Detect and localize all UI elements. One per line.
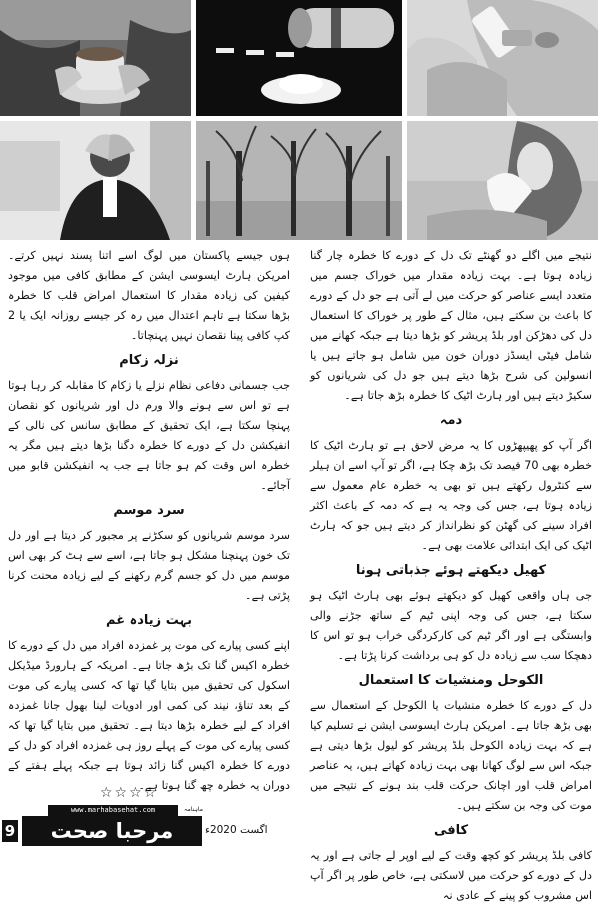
website-url: www.marhabasehat.com xyxy=(48,805,178,816)
winter-trees-photo xyxy=(196,121,402,240)
stressed-man-photo xyxy=(0,121,191,240)
right-article-column xyxy=(310,246,592,902)
left-article-column xyxy=(8,246,290,792)
sneezing-woman-photo xyxy=(407,121,598,240)
coffee-cup-photo xyxy=(0,0,191,116)
article-paragraph: جب جسمانی دفاعی نظام نزلے یا زکام کا مقابلہ کر رہا ہوتا ہے تو اس سے ہونے والا ورم دل اور شریانوں کو نقصان پہنچا سکتا ہے، ایک تحقیق کے مطابق سانس کی نالی کے انفیکشن دل کے دورے کا خطرہ دگنا بڑھا دیتے ہیں مگر یہ خطرہ اس وقت کم ہو جاتا ہے جب یہ انفیکشن قابو میں آجائے۔ xyxy=(8,379,290,492)
article-paragraph: جی ہاں واقعی کھیل کو دیکھتے ہوئے بھی ہارٹ اٹیک ہو سکتا ہے، جس کی وجہ اپنی ٹیم کے ساتھ جڑنے والی وابستگی ہے اور اگر ٹیم کی کارکردگی خراب ہو تو اس کا دھچکا سب سے زیادہ دل کو ہی برداشت کرنا پڑتا ہے۔ xyxy=(310,589,592,662)
article-paragraph: اپنے کسی پیارے کی موت پر غمزدہ افراد میں دل کے دورے کا خطرہ اکیس گنا تک بڑھ جاتا ہے۔ امریکہ کے ہارورڈ میڈیکل اسکول کی تحقیق میں بتایا گیا تھا کہ کسی پیارے کی موت کے بعد تناؤ، نیند کی کمی اور ادویات لینا بھول جانا غمزدہ افراد کے لیے خطرہ بڑھا دیتا ہے۔ تحقیق میں بتایا گیا تھا کہ کسی پیارے کی موت کے پہلے روز ہی غمزدہ افراد کو دل کے دورے کا خطرہ اکیس گنا زائد ہوتا ہے جبکہ پہلے ہفتے کے دوران یہ خطرہ چھ گنا ہوتا ہے۔ xyxy=(8,639,290,792)
section-heading-coffee: کافی xyxy=(433,823,469,838)
section-heading-cold-weather: سرد موسم xyxy=(113,503,185,518)
section-heading-grief: بہت زیادہ غم xyxy=(106,613,192,628)
section-heading-asthma: دمہ xyxy=(439,413,463,428)
article-paragraph: دل کے دورے کا خطرہ منشیات یا الکوحل کے استعمال سے بھی بڑھ جاتا ہے۔ امریکن ہارٹ ایسوسی ایشن نے تسلیم کیا ہے کہ بہت زیادہ الکوحل بلڈ پریشر کو لیول بڑھا دیتی ہے جبکہ اس سے لوگ کھانا بھی بہت زیادہ کھاتے ہیں، یہ عناصر امراض قلب اور اچانک حرکت قلب بند ہونے کے نتیجے میں موت کی وجہ بن سکتے ہیں۔ xyxy=(310,699,592,812)
section-heading-alcohol-drugs: الکوحل ومنشیات کا استعمال xyxy=(358,673,544,688)
cash-and-powder-photo xyxy=(196,0,402,116)
section-heading-cold-flu: نزلہ زکام xyxy=(119,353,179,368)
section-heading-sports-emotion: کھیل دیکھتے ہوئے جذباتی ہونا xyxy=(355,563,547,578)
inhaler-photo xyxy=(407,0,598,116)
article-paragraph: سرد موسم شریانوں کو سکڑنے پر مجبور کر دیتا ہے اور دل تک خون پہنچنا مشکل ہو جاتا ہے، اسے سے ہٹ کر بھی اس موسم میں دل کو جسم گرم رکھنے کے لیے زیادہ محنت کرنا پڑتی ہے۔ xyxy=(8,529,290,602)
issue-date: اگست 2020ء xyxy=(205,824,268,836)
page-number: 9 xyxy=(2,820,18,842)
article-paragraph: اگر آپ کو پھیپھڑوں کا یہ مرض لاحق ہے تو ہارٹ اٹیک کا خطرہ بھی 70 فیصد تک بڑھ چکا ہے، اگر تو آپ اسے ان ہیلر سے کنٹرول رکھتے ہیں تو بھی یہ خطرہ عام معمول سے زیادہ ہوتا ہے، جس کی وجہ یہ ہے کہ دمہ کے باعث اکثر افراد سینے کی گھٹن کو نظرانداز کر دیتے ہیں جو کہ ہارٹ اٹیک کی ایک ابتدائی علامت بھی ہے۔ xyxy=(310,439,592,552)
end-of-article-stars: ☆☆☆☆ xyxy=(100,785,159,801)
article-paragraph: نتیجے میں اگلے دو گھنٹے تک دل کے دورے کا خطرہ چار گنا زیادہ ہوتا ہے۔ بہت زیادہ مقدار میں خوراک جسم میں متعدد ایسے عناصر کو حرکت میں لے آتی ہے جو دل کے دورے کا باعث بن سکتے ہیں، مثال کے طور پر خوراک کا استعمال دل کی دھڑکن اور بلڈ پریشر کو بڑھا دیتا ہے جبکہ کھانے میں شامل فیٹی ایسڈز دوران خون میں شامل ہو جاتے ہیں یا انسولین کی شرح بڑھا دیتے ہیں جو دل کی شریانوں کو سکیڑ دیتے ہیں اور ہارٹ اٹیک کا خطرہ بڑھ جاتا ہے۔ xyxy=(310,249,592,402)
photo-grid xyxy=(0,0,598,240)
article-paragraph: ہوں جیسے پاکستان میں لوگ اسے اتنا پسند نہیں کرتے۔ امریکن ہارٹ ایسوسی ایشن کے مطابق کافی میں موجود کیفین کی زیادہ مقدار کا استعمال امراض قلب کا خطرہ بڑھا سکتا ہے تاہم اعتدال میں رہ کر جیسے روزانہ ایک یا 2 کپ کافی پینا نقصان نہیں پہنچاتا۔ xyxy=(8,249,290,342)
brand-tag: ماہنامہ xyxy=(184,806,203,813)
magazine-logo: مرحبا صحت xyxy=(22,816,202,846)
article-paragraph: کافی بلڈ پریشر کو کچھ وقت کے لیے اوپر لے جاتی ہے اور یہ دل کے دورے کو حرکت میں لاسکتی ہے، خاص طور پر اگر آپ اس مشروب کو پینے کے عادی نہ xyxy=(310,849,592,902)
